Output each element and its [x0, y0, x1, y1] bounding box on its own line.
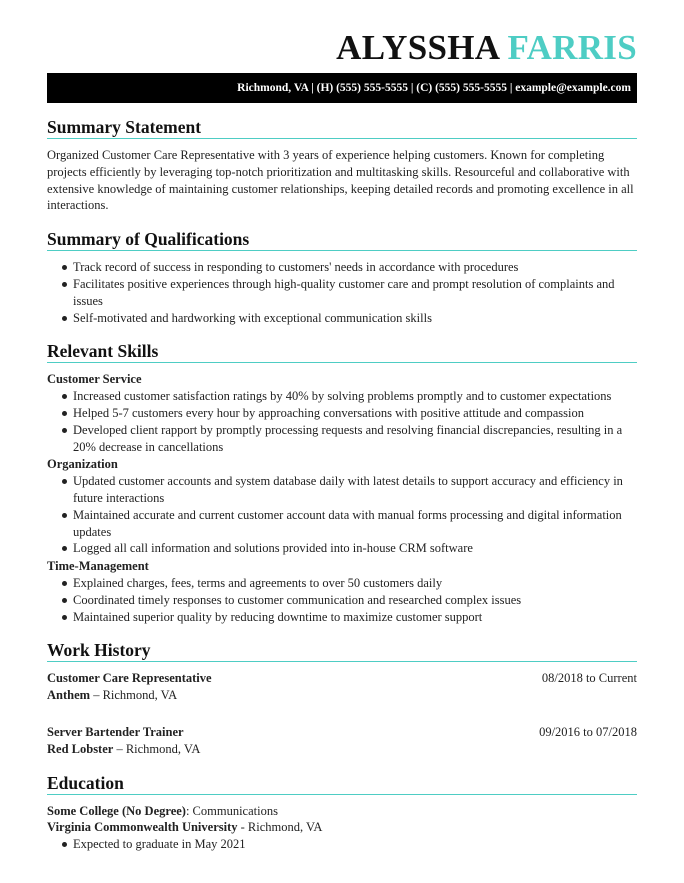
- summary-section: [47, 117, 637, 214]
- skill-group-title: Organization: [47, 457, 118, 472]
- education-section: [47, 773, 637, 853]
- skill-list: [47, 473, 637, 557]
- section-title: Education: [47, 773, 637, 795]
- job-entry: [47, 724, 637, 758]
- section-title: Work History: [47, 640, 637, 662]
- list-item: Explained charges, fees, terms and agreements to over 50 customers daily: [73, 575, 637, 592]
- list-item: Maintained accurate and current customer account data with manual forms processing and digital information updates: [73, 507, 637, 541]
- work-section: [47, 640, 637, 757]
- skill-list: [47, 575, 637, 625]
- job-location: – Richmond, VA: [90, 688, 178, 703]
- skill-group-title: Customer Service: [47, 372, 142, 387]
- job-location: – Richmond, VA: [113, 741, 201, 756]
- skill-list: [47, 388, 637, 455]
- qualifications-list: [47, 259, 637, 326]
- contact-info: Richmond, VA | (H) (555) 555-5555 | (C) (555) 555-5555 | example@example.com: [237, 82, 631, 94]
- summary-text: Organized Customer Care Representative with 3 years of experience helping customers. Known for completing projects efficiently by leveraging top-notch prioritization and multitasking skills. Resourceful and collaborative with extensive knowledge of maintaining customer relationships, keeping detailed records and promoting excellence in all interactions.: [47, 148, 634, 213]
- list-item: Expected to graduate in May 2021: [73, 836, 637, 853]
- skills-section: [47, 341, 637, 625]
- school-line: [47, 819, 637, 836]
- section-title: Summary Statement: [47, 117, 637, 139]
- list-item: Updated customer accounts and system database daily with latest details to support accuracy and efficiency in future interactions: [73, 473, 637, 507]
- skill-group-title: Time-Management: [47, 559, 149, 574]
- school-name: Virginia Commonwealth University: [47, 820, 238, 835]
- education-list: [47, 836, 637, 853]
- list-item: Coordinated timely responses to customer communication and researched complex issues: [73, 592, 637, 609]
- candidate-name: [336, 28, 637, 68]
- job-dates: 09/2016 to 07/2018: [539, 724, 637, 739]
- field-of-study: : Communications: [185, 803, 278, 818]
- job-entry: [47, 670, 637, 704]
- contact-bar: [47, 73, 637, 103]
- resume-content: [47, 117, 637, 868]
- list-item: Facilitates positive experiences through high-quality customer care and prompt resolution of complaints and issues: [73, 276, 637, 310]
- degree-line: [47, 803, 637, 820]
- list-item: Maintained superior quality by reducing downtime to maximize customer support: [73, 609, 637, 626]
- employer: Red Lobster: [47, 741, 114, 756]
- first-name: ALYSSHA: [336, 28, 499, 67]
- employer: Anthem: [47, 688, 91, 703]
- list-item: Logged all call information and solutions provided into in-house CRM software: [73, 540, 637, 557]
- section-title: Summary of Qualifications: [47, 229, 637, 251]
- job-title: Server Bartender Trainer: [47, 724, 184, 739]
- qualifications-section: [47, 229, 637, 326]
- school-location: - Richmond, VA: [237, 820, 323, 835]
- list-item: Track record of success in responding to customers' needs in accordance with procedures: [73, 259, 637, 276]
- job-title: Customer Care Representative: [47, 671, 212, 686]
- degree: Some College (No Degree): [47, 803, 186, 818]
- job-dates: 08/2018 to Current: [541, 671, 637, 686]
- list-item: Increased customer satisfaction ratings by 40% by solving problems promptly and to customer expectations: [73, 388, 637, 405]
- list-item: Self-motivated and hardworking with exceptional communication skills: [73, 310, 637, 327]
- section-title: Relevant Skills: [47, 341, 637, 363]
- list-item: Helped 5-7 customers every hour by approaching conversations with positive attitude and compassion: [73, 405, 637, 422]
- last-name: FARRIS: [507, 28, 637, 67]
- list-item: Developed client rapport by promptly processing requests and resolving financial discrepancies, resulting in a 20% decrease in cancellations: [73, 422, 637, 456]
